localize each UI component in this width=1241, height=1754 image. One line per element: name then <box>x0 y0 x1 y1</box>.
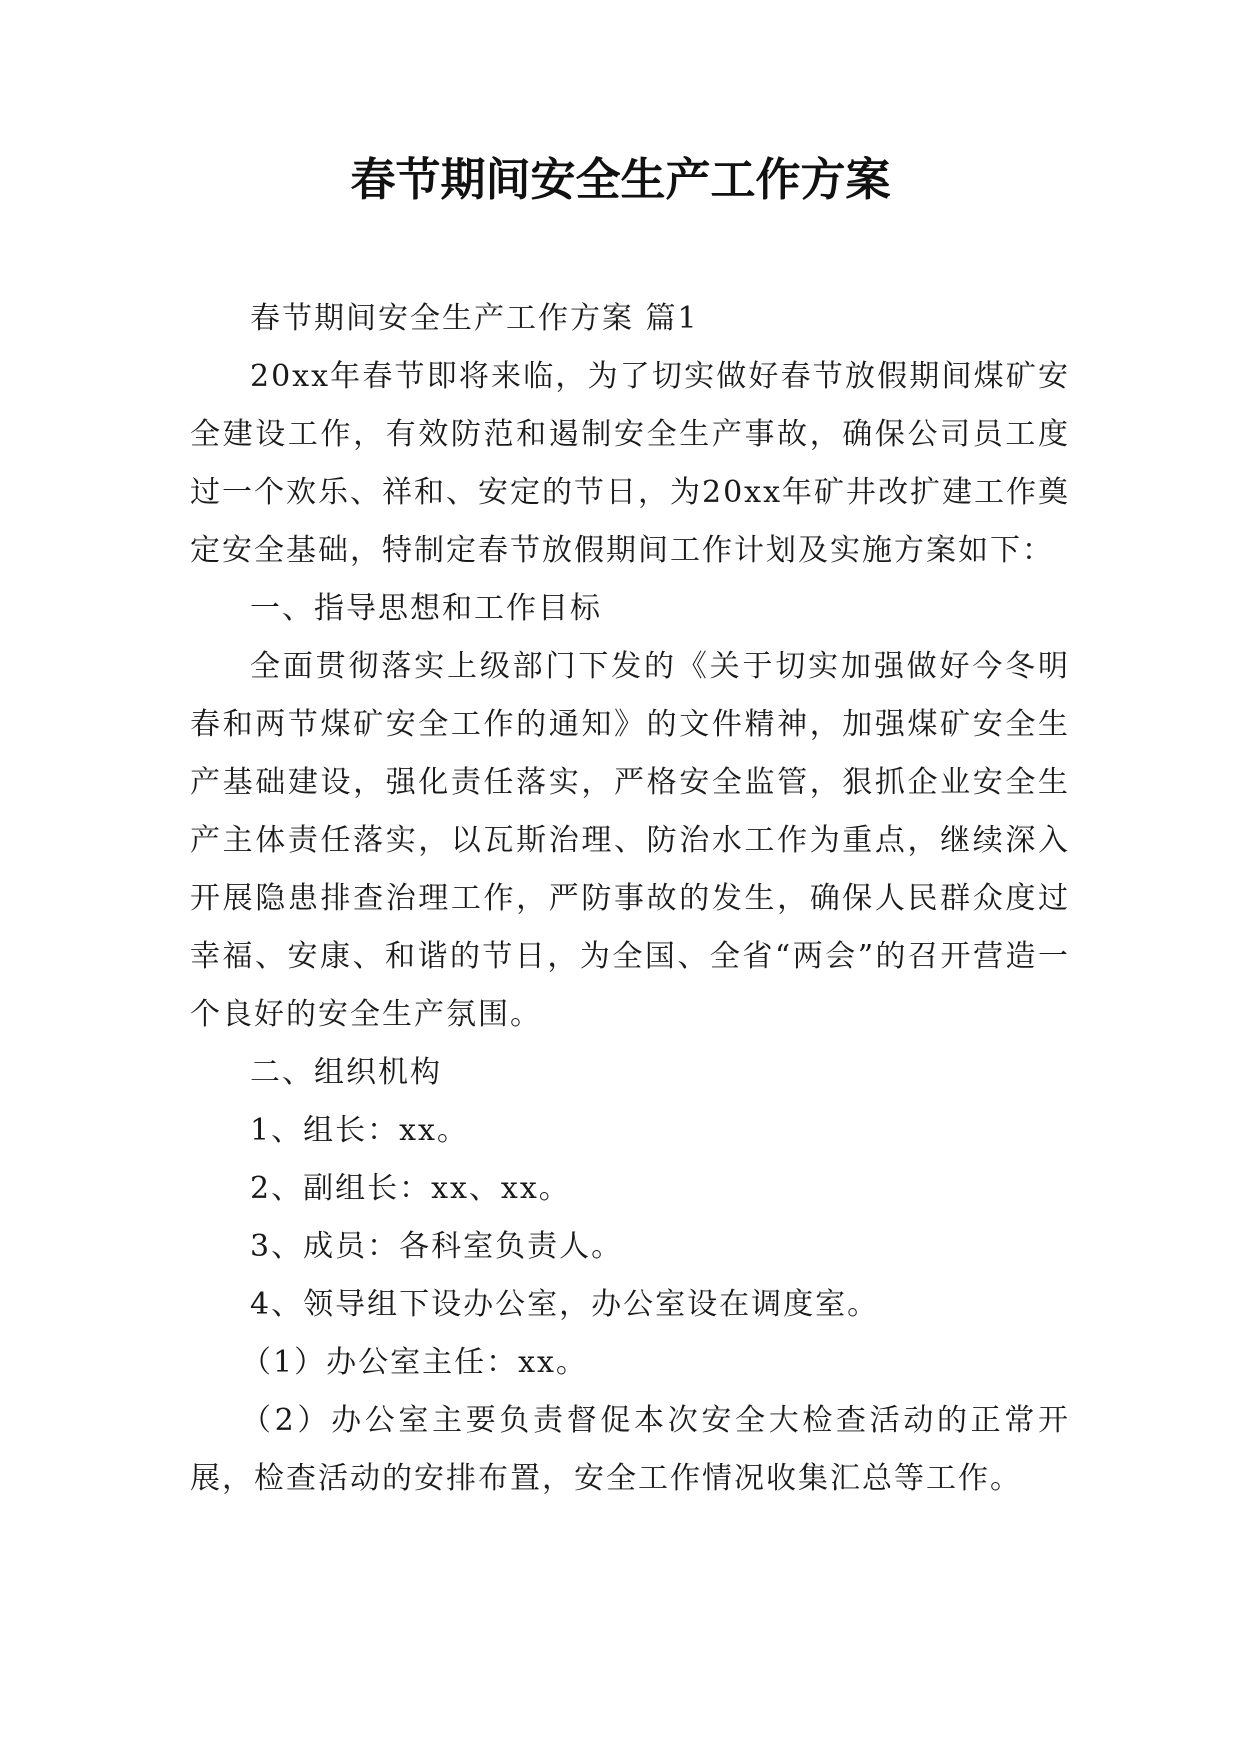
list-item-members: 3、成员：各科室负责人。 <box>250 1229 624 1264</box>
intro-paragraph: 20xx年春节即将来临，为了切实做好春节放假期间煤矿安全建设工作，有效防范和遏制安全生产事故，确保公司员工度过一个欢乐、祥和、安定的节日，为20xx年矿井改扩建工作奠定安全基础，特制定春节放假期间工作计划及实施方案如下： <box>190 359 1071 568</box>
sub-item-office-director: （1）办公室主任：xx。 <box>241 1345 588 1380</box>
section-heading-guiding-ideas: 一、指导思想和工作目标 <box>250 591 602 626</box>
document-body <box>190 290 1070 1508</box>
sub-item-office-duties: （2）办公室主要负责督促本次安全大检查活动的正常开展，检查活动的安排布置，安全工作情况收集汇总等工作。 <box>190 1403 1070 1496</box>
list-item-office: 4、领导组下设办公室，办公室设在调度室。 <box>250 1287 880 1322</box>
guiding-ideas-paragraph: 全面贯彻落实上级部门下发的《关于切实加强做好今冬明春和两节煤矿安全工作的通知》的文件精神，加强煤矿安全生产基础建设，强化责任落实，严格安全监管，狠抓企业安全生产主体责任落实，以瓦斯治理、防治水工作为重点，继续深入开展隐患排查治理工作，严防事故的发生，确保人民群众度过幸福、安康、和谐的节日，为全国、全省“两会”的召开营造一个良好的安全生产氛围。 <box>190 649 1070 1032</box>
section-heading-part-1: 春节期间安全生产工作方案 篇1 <box>250 301 699 336</box>
section-heading-organization: 二、组织机构 <box>250 1055 442 1090</box>
list-item-leader: 1、组长：xx。 <box>250 1113 469 1148</box>
list-item-deputy-leader: 2、副组长：xx、xx。 <box>250 1171 571 1206</box>
document-title: 春节期间安全生产工作方案 <box>350 153 891 206</box>
